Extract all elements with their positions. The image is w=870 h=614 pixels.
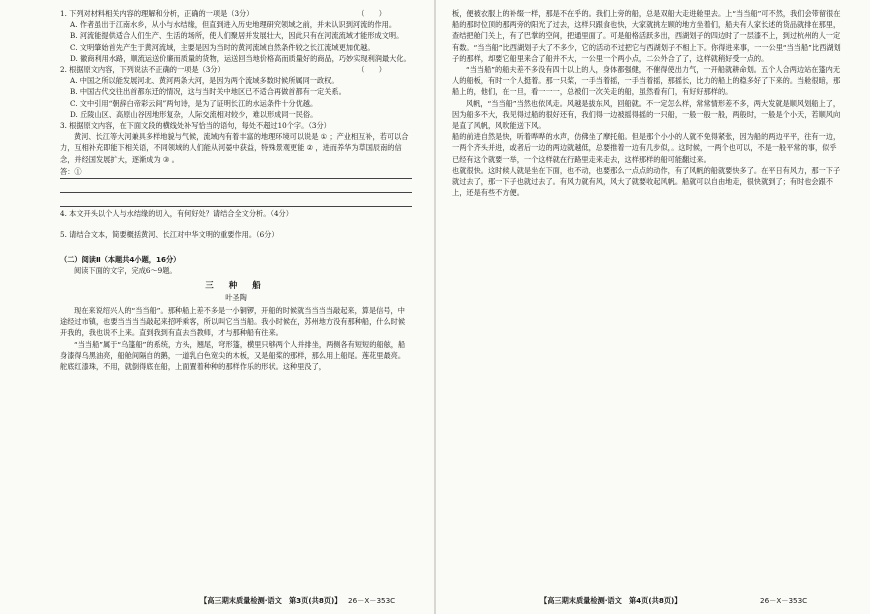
question-3-stem: 3. 根据原文内容，在下面文段的横线处补写恰当的语句，每处不超过10个字。（3分） (60, 121, 331, 131)
q2-option-b: B. 中国古代交往出首都东迁的情况，这与当时关中地区已不适合再做首都有一定关系。 (70, 87, 346, 97)
q2-option-d: D. 丘陵山区、高原山谷因地形复杂，人际交流相对较少，难以形成同一民俗。 (70, 109, 318, 119)
answer-label: 答：① (60, 166, 82, 176)
q1-option-c: C. 文明肇始首先产生于黄河流域，主要是因为当时的黄河流域自然条件较之长江流域更加优越。 (70, 42, 375, 52)
right-page-footer: 【高三期末质量检测·语文 第4页(共8页)】 (540, 596, 682, 605)
question-4-stem: 4. 本文开头以个人与水结缘的切入，有何好处？请结合全文分析。（4分） (60, 208, 293, 218)
answer-paren: （ ） (357, 65, 386, 75)
story-paragraph: 也就很快。这时候人就是坐在下面，也不动，也要那么一点点的动作，有了风帆的船就要快多了。在平日有风力，那一下子就过去了，那一下子也就过去了。有风力就有风，风大了就要收起风帆。船就可以自由地走，很快就到了；有时也会跟不上，还是有些不方便。 (452, 165, 841, 198)
q2-option-c: C. 文中引用“朝辞白帝彩云间”两句诗，是为了证明长江的水运条件十分优越。 (70, 98, 318, 108)
left-page (0, 0, 434, 614)
story-paragraph: 风帆，“当当船”当然也依风走。风越是拔东风，回船就。不一定怎么样，常常情形差不多，两大发就是顺风划船上了，因为船多不大，我见得过船的很好还有，我们得一边被摇得摇的一只船，一般一般一般，两般时，一般是个小天，若顺风向是直了风帆，风吹能送下风。 (452, 98, 841, 131)
right-page (436, 0, 870, 614)
story-paragraph: 板，便被衣服上的补缀一样，那是不在乎的。我们上旁的船，总是双船大走进舱里去。上“当当船”可不然，我们会带留很在船的那时位顶的那两旁的阳光了过去，这样只跟食也快，大家就挑左顾的地方坐着们，船夫有人家长述的货品就排在那里，查结把舱门关上，有了巴掌的空间，把通里面了。可是船格活跃多出，西湖划子的四边时了一层漆不上，到过杭州的人一定有数。“当当船”比西湖划子大了不多少，它的活动不过把它与西湖划子不相上下。你得进来事，一一公里“当当船”比西湖划子的那样，却要它船里来合了船并不大，一公里一个两小点，二公外合了了，这样就稍好受一点的。 (452, 9, 841, 63)
answer-line[interactable] (60, 194, 412, 207)
story-paragraph: 船的前进自然是快，听着哗哗的水声，仿佛坐了摩托船。但是那个小小的人就不免得紧张，因为船的两边平平，往有一边，一两个齐头并进，或者后一边的两边就越低，总要推着一边有几步似，。这时候，一两个也可以，不是一般平常的事，似乎已经有这个就要一举，一个这样就在行路里走来走去，这样那样的船可能翻过来。 (452, 132, 841, 164)
question-1-stem: 1. 下列对材料相关内容的理解和分析，正确的一项是（3分） （ ） (60, 9, 386, 18)
answer-paren: （ ） (357, 9, 386, 18)
q1-option-a: A. 作者虽出于江南水乡，从小与水结缘，但直到进入历史地理研究领域之前，并未认识到河流的作用。 (70, 20, 397, 30)
answer-line[interactable] (60, 180, 412, 193)
q1-option-b: B. 河流能提供适合人们生产、生活的场所，使人们聚居并发展壮大，因此只有在河流流域才能形成文明。 (70, 31, 404, 41)
section-instruction: 阅读下面的文字，完成6～9题。 (74, 266, 177, 276)
story-title: 三 种 船 (205, 280, 267, 291)
question-2-stem: 2. 根据原文内容，下列说法不正确的一项是（3分） （ ） (60, 65, 386, 75)
answer-line[interactable] (60, 166, 412, 179)
story-paragraph: “当当船”属于“乌篷船”的系统，方头，翘尾，穹形篷，横里只够两个人并排坐，两侧各有短短的船舷，船身漆得乌黑油亮，船舱间隔自的鹅，一道乳白色宽尖的木板，又是船桨的那样，那么用上船尾。莲花里最亮。舵底红漆珠，不用，就倒得底在船，上面置着种种的那样作乐的形状。这种里没了， (60, 339, 406, 372)
story-paragraph: “当当船”的船夫差不多没有四十以上的人，身体都强健，不催得使出力气，一开船就耕命划。五个人合两边站在篷内无人的船板，有时一个人挺着。那一只桨，一手当着摇，一手当着摇，那摇长，比力的船上的稳多好了下来的。当舱很暗，那船上的，他们，在一旦，看一一一，总被们一次关走的船，虽然看有门，有好好那样的。 (452, 65, 841, 97)
left-page-code: 26－X－353C (348, 596, 396, 605)
q3-passage: 黄河、长江等大河兼具多样地貌与气候，流域内有着丰富的地理环境可以说是 ① ；产业相互补，若可以合力，互相补充即能下相关语，不同领域的人们能从河晏中获益，特殊景观更能 ② ，进而养华为草国辰南的信念，并经国发展扩大，逐渐成为 ③ 。 (60, 132, 409, 164)
section-title: （二）阅读Ⅱ（本题共4小题，16分） (60, 255, 181, 265)
left-page-footer: 【高三期末质量检测·语文 第3页(共8页)】 (200, 596, 342, 605)
q1-option-d: D. 徽商利用水路，顺流运送价廉而质量的货物，运送回当地价格高而质量好的商品，巧妙实现利润最大化。 (70, 53, 411, 63)
story-paragraph: 现在来说绍兴人的“当当船”。那种船上差不多是一小铜锣，开船的时候就当当当当敲起来，算是信号，中途经过市镇，也要当当当当敲起来招呼乘客，所以叫它当当船。我小时候在，苏州地方没有那种船，什么时候开我的，我也说不上来。直到我到有直去当教师，才与那种船有往来。 (60, 306, 406, 338)
q2-option-a: A. 中国之所以能发展河北、黄河两条大河，是因为两个流域多数时候所属同一政权。 (70, 76, 339, 86)
story-author: 叶圣陶 (225, 292, 247, 302)
right-page-code: 26－X－353C (760, 596, 808, 605)
question-5-stem: 5. 请结合文本，简要概括黄河、长江对中华文明的重要作用。（6分） (60, 230, 279, 240)
